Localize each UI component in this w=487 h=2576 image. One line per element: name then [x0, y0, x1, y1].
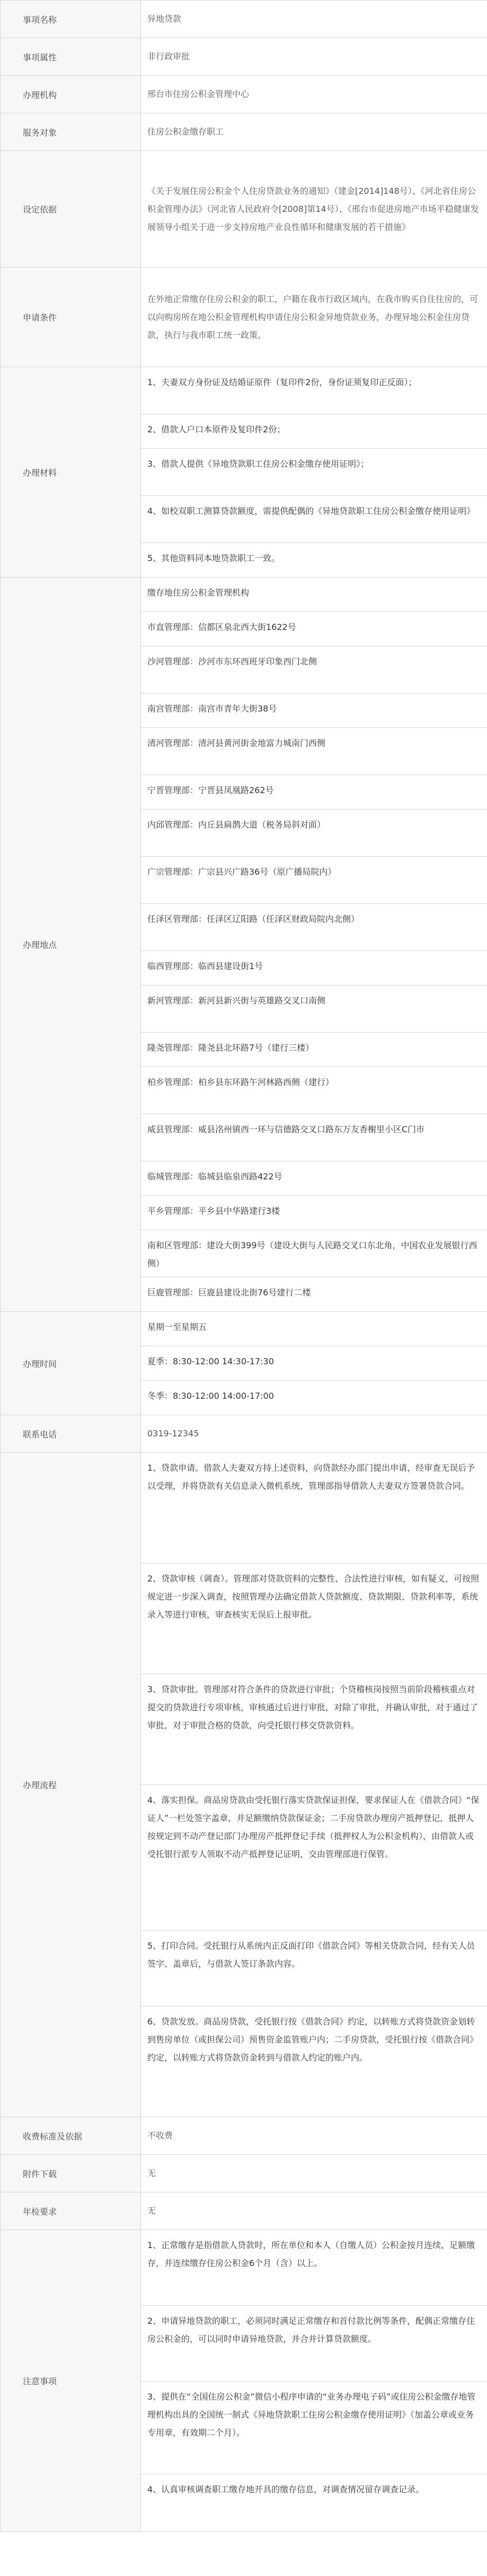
hours-item: 冬季：8:30-12:00 14:00-17:00	[141, 1380, 487, 1415]
hours-item: 夏季：8:30-12:00 14:30-17:30	[141, 1346, 487, 1380]
process-step: 2、贷款审核（调查）。管理部对贷款资料的完整性、合法性进行审核，如有疑义，可按照规定进一步深入调查，按照管理办法确定借款人贷款额度、贷款期限、贷款利率等，系统录入等进行审核，审查核实无误后上报审批。	[141, 1563, 487, 1674]
row-annual	[1, 2192, 487, 2230]
value-basis: 《关于发展住房公积金个人住房贷款业务的通知》（建金[2014]148号）、《河北省住房公积金管理办法》（河北省人民政府令[2008]第14号）、《邢台市促进房地产市场平稳健康发展领导小组关于进一步支持房地产业良性循环和健康发展的若干措施》	[141, 151, 487, 268]
process-step: 5、打印合同。受托银行从系统内正反面打印《借款合同》等相关贷款合同，经有关人员签字、盖章后，与借款人签订条款内容。	[141, 1930, 487, 2006]
label-hours: 办理时间	[1, 1312, 141, 1415]
location-item: 巨鹿管理部：巨鹿县建设北街76号建行二楼	[141, 1277, 487, 1311]
row-hours	[1, 1312, 487, 1415]
label-annual: 年检要求	[1, 2192, 141, 2230]
value-agency: 邢台市住房公积金管理中心	[141, 76, 487, 113]
row-process	[1, 1453, 487, 2117]
value-annual: 无	[141, 2192, 487, 2230]
row-notes	[1, 2230, 487, 2532]
location-item: 平乡管理部：平乡县中华路建行3楼	[141, 1195, 487, 1230]
value-attachment: 无	[141, 2155, 487, 2192]
location-item: 广宗管理部：广宗县兴广路36号（原广播局院内）	[141, 856, 487, 903]
label-attachment: 附件下载	[1, 2155, 141, 2192]
materials-item: 5、其他资料同本地贷款职工一致。	[141, 543, 487, 577]
row-item-type	[1, 38, 487, 76]
location-item: 南宫管理部：南宫市青年大街38号	[141, 693, 487, 727]
hours-list	[141, 1312, 487, 1415]
process-step: 1、贷款申请。借款人夫妻双方持上述资料，向贷款经办部门提出申请，经审查无误后予以受理，并将贷款有关信息录入微机系统，管理部指导借款人夫妻双方签署贷款合同。	[147, 1463, 475, 1491]
notes-item: 3、提供在“全国住房公积金”微信小程序申请的“业务办理电子码”或住房公积金缴存地管理机构出具的全国统一制式《异地贷款职工住房公积金缴存使用证明》（加盖公章或业务专用章，有效期二个月）。	[141, 2381, 487, 2474]
row-phone	[1, 1415, 487, 1453]
label-basis: 设定依据	[1, 151, 141, 268]
row-locations	[1, 578, 487, 1312]
materials-item: 3、借款人提供《异地贷款职工住房公积金缴存使用证明》；	[141, 448, 487, 495]
hours-item: 星期一至星期五	[147, 1322, 207, 1332]
notes-item: 1、正常缴存是指借款人贷款时，所在单位和本人（自缴人员）公积金按月连续、足额缴存，并连续缴存住房公积金6个月（含）以上。	[147, 2240, 475, 2268]
label-item-name: 事项名称	[1, 1, 141, 38]
label-notes: 注意事项	[1, 2230, 141, 2532]
label-conditions: 申请条件	[1, 268, 141, 367]
location-item: 沙河管理部：沙河市东环西班牙印象西门北侧	[141, 646, 487, 693]
process-list	[141, 1453, 487, 2117]
location-item: 新河管理部：新河县新兴街与英雄路交叉口南侧	[141, 985, 487, 1032]
materials-item: 1、夫妻双方身份证及结婚证原件（复印件2份，身份证须复印正反面）；	[147, 377, 417, 387]
value-target: 住房公积金缴存职工	[141, 113, 487, 151]
location-item: 内邱管理部：内丘县扁鹊大道（税务局斜对面）	[141, 809, 487, 856]
notes-item: 4、认真审核调查职工缴存地开具的缴存信息，对调查情况留存调查记录。	[141, 2474, 487, 2531]
location-item: 临西管理部：临西县建设街1号	[141, 951, 487, 985]
label-fee: 收费标准及依据	[1, 2117, 141, 2155]
label-process: 办理流程	[1, 1453, 141, 2117]
label-target: 服务对象	[1, 113, 141, 151]
value-phone: 0319-12345	[141, 1415, 487, 1453]
process-step: 3、贷款审批。管理部对符合条件的贷款进行审批；个贷稽核岗按照当前阶段稽核重点对提交的贷款进行专项审核，审核通过后进行审批，对除了审批，并确认审批，对于通过了审批，对于审批合格的贷款，向受托银行移交贷款资料。	[141, 1674, 487, 1784]
row-agency	[1, 76, 487, 113]
location-item: 隆尧管理部：隆尧县北环路7号（建行三楼）	[141, 1032, 487, 1067]
materials-item: 2、借款人户口本原件及复印件2份；	[141, 414, 487, 448]
locations-list	[141, 578, 487, 1312]
location-item: 威县管理部：威县洺州镇西一环与信德路交叉口路东万友香榭里小区C门市	[141, 1114, 487, 1161]
label-phone: 联系电话	[1, 1415, 141, 1453]
row-item-name	[1, 1, 487, 38]
notes-list	[141, 2230, 487, 2532]
location-item: 任泽区管理部：任泽区辽阳路（任泽区财政局院内北侧）	[141, 903, 487, 951]
label-agency: 办理机构	[1, 76, 141, 113]
label-materials: 办理材料	[1, 367, 141, 578]
row-attachment	[1, 2155, 487, 2192]
location-item: 柏乡管理部：柏乡县东环路午河林路西侧（建行）	[141, 1067, 487, 1114]
value-conditions: 在外地正常缴存住房公积金的职工，户籍在我市行政区域内，在我市购买自住住房的，可以向购房所在地公积金管理机构申请住房公积金异地贷款业务，办理异地公积金住房贷款，执行与我市职工统一政策。	[141, 268, 487, 367]
process-step: 6、贷款发放。商品房贷款，受托银行按《借款合同》约定，以转账方式将贷款资金划转到售房单位（或担保公司）预售资金监管账户内；二手房贷款，受托银行按《借款合同》约定，以转账方式将贷款资金转到与借款人约定的账户内。	[141, 2006, 487, 2117]
process-step: 4、落实担保。商品房贷款由受托银行落实贷款保证担保，要求保证人在《借款合同》“保证人”一栏处签字盖章，并足额缴纳贷款保证金；二手房贷款办理房产抵押登记，抵押人按规定到不动产登记部门办理房产抵押登记手续（抵押权人为公积金机构），由借款人或受托银行派专人领取不动产抵押登记证明，交由管理部进行保管。	[141, 1784, 487, 1930]
value-item-type: 非行政审批	[141, 38, 487, 76]
materials-list	[141, 367, 487, 578]
location-item: 南和区管理部：建设大街399号（建设大街与人民路交叉口东北角，中国农业发展银行西侧）	[141, 1230, 487, 1277]
label-item-type: 事项属性	[1, 38, 141, 76]
location-item: 宁晋管理部：宁晋县凤凰路262号	[141, 775, 487, 809]
value-fee: 不收费	[141, 2117, 487, 2155]
row-materials	[1, 367, 487, 578]
location-item: 清河管理部：清河县黄河街金地富力城南门西侧	[141, 727, 487, 775]
location-item: 市直管理部：信都区泉北西大街1622号	[141, 611, 487, 646]
row-target	[1, 113, 487, 151]
value-item-name: 异地贷款	[141, 1, 487, 38]
row-conditions	[1, 268, 487, 367]
materials-item: 4、如校双职工测算贷款额度，需提供配偶的《异地贷款职工住房公积金缴存使用证明》	[141, 495, 487, 543]
location-item: 缴存地住房公积金管理机构	[147, 588, 250, 598]
notes-item: 2、申请异地贷款的职工，必须同时满足正常缴存和首付款比例等条件，配偶正常缴存住房公积金的，可以同时申请异地贷款，并合并计算贷款额度。	[141, 2305, 487, 2381]
location-item: 临城管理部：临城县临泉西路422号	[141, 1161, 487, 1195]
label-locations: 办理地点	[1, 578, 141, 1312]
row-fee	[1, 2117, 487, 2155]
row-basis	[1, 151, 487, 268]
